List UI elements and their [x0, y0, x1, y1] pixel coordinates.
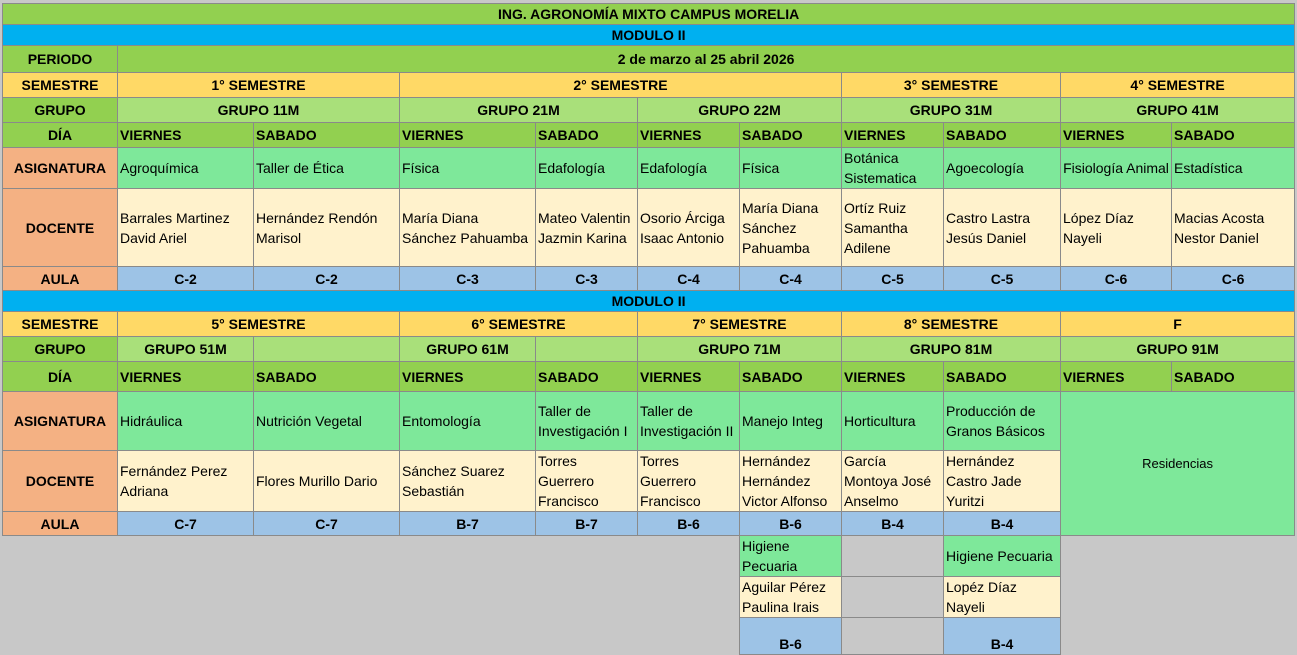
empty-area	[3, 536, 740, 577]
docente-cell: Flores Murillo Dario	[254, 451, 400, 512]
periodo-value: 2 de marzo al 25 abril 2026	[118, 46, 1295, 73]
day-cell: VIERNES	[400, 123, 536, 148]
grupo-header: GRUPO 51M	[118, 337, 254, 362]
sheet-title: ING. AGRONOMÍA MIXTO CAMPUS MORELIA	[3, 4, 1295, 25]
docente-cell: Ortíz Ruiz Samantha Adilene	[842, 189, 944, 267]
docente-label: DOCENTE	[3, 189, 118, 267]
aula-cell: B-4	[944, 618, 1061, 655]
schedule-table	[2, 3, 1295, 655]
day-cell: SABADO	[1172, 123, 1295, 148]
aula-cell: C-6	[1061, 267, 1172, 291]
empty-area	[1061, 577, 1295, 618]
semestre-label: SEMESTRE	[3, 312, 118, 337]
empty-cell	[842, 536, 944, 577]
asignatura-cell: Fisiología Animal	[1061, 148, 1172, 189]
grupo-header: GRUPO 11M	[118, 98, 400, 123]
asignatura-cell: Agroquímica	[118, 148, 254, 189]
day-cell: SABADO	[1172, 362, 1295, 392]
asignatura-label: ASIGNATURA	[3, 392, 118, 451]
docente-cell: Hernández Rendón Marisol	[254, 189, 400, 267]
grupo-label: GRUPO	[3, 98, 118, 123]
asignatura-cell: Taller de Investigación II	[638, 392, 740, 451]
grupo-header: GRUPO 22M	[638, 98, 842, 123]
docente-cell: Torres Guerrero Francisco	[638, 451, 740, 512]
docente-cell: Macias Acosta Nestor Daniel	[1172, 189, 1295, 267]
dia-label: DÍA	[3, 362, 118, 392]
docente-cell: Lopéz Díaz Nayeli	[944, 577, 1061, 618]
day-cell: VIERNES	[638, 362, 740, 392]
aula-cell: C-5	[944, 267, 1061, 291]
day-cell: VIERNES	[638, 123, 740, 148]
asignatura-cell: Hidráulica	[118, 392, 254, 451]
empty-area	[3, 577, 740, 618]
semestre-header: 3° SEMESTRE	[842, 73, 1061, 98]
grupo-header: GRUPO 81M	[842, 337, 1061, 362]
aula-cell: B-6	[740, 512, 842, 536]
asignatura-cell: Taller de Ética	[254, 148, 400, 189]
docente-cell: Hernández Castro Jade Yuritzi	[944, 451, 1061, 512]
grupo-header: GRUPO 41M	[1061, 98, 1295, 123]
semestre-header: 1° SEMESTRE	[118, 73, 400, 98]
aula-cell: C-7	[118, 512, 254, 536]
docente-cell: Castro Lastra Jesús Daniel	[944, 189, 1061, 267]
grupo-header: GRUPO 61M	[400, 337, 536, 362]
aula-label: AULA	[3, 512, 118, 536]
semestre-header: F	[1061, 312, 1295, 337]
docente-cell: Barrales Martinez David Ariel	[118, 189, 254, 267]
asignatura-cell: Higiene Pecuaria	[944, 536, 1061, 577]
day-cell: SABADO	[740, 123, 842, 148]
asignatura-cell: Higiene Pecuaria	[740, 536, 842, 577]
docente-cell: López Díaz Nayeli	[1061, 189, 1172, 267]
asignatura-cell: Horticultura	[842, 392, 944, 451]
aula-cell: C-6	[1172, 267, 1295, 291]
docente-cell: Fernández Perez Adriana	[118, 451, 254, 512]
grupo-header: GRUPO 31M	[842, 98, 1061, 123]
grupo-header: GRUPO 91M	[1061, 337, 1295, 362]
asignatura-cell: Física	[740, 148, 842, 189]
aula-cell: C-4	[638, 267, 740, 291]
grupo-label: GRUPO	[3, 337, 118, 362]
asignatura-cell: Producción de Granos Básicos	[944, 392, 1061, 451]
day-cell: SABADO	[536, 362, 638, 392]
day-cell: SABADO	[740, 362, 842, 392]
aula-cell: B-6	[638, 512, 740, 536]
semestre-header: 4° SEMESTRE	[1061, 73, 1295, 98]
day-cell: VIERNES	[842, 362, 944, 392]
asignatura-cell: Edafología	[536, 148, 638, 189]
asignatura-cell: Botánica Sistematica	[842, 148, 944, 189]
aula-cell: B-6	[740, 618, 842, 655]
semestre-header: 5° SEMESTRE	[118, 312, 400, 337]
aula-cell: C-3	[400, 267, 536, 291]
day-cell: SABADO	[944, 362, 1061, 392]
aula-cell: C-4	[740, 267, 842, 291]
asignatura-cell: Entomología	[400, 392, 536, 451]
empty-area	[1061, 536, 1295, 577]
docente-label: DOCENTE	[3, 451, 118, 512]
asignatura-cell: Estadística	[1172, 148, 1295, 189]
docente-cell: Aguilar Pérez Paulina Irais	[740, 577, 842, 618]
day-cell: SABADO	[254, 362, 400, 392]
semestre-header: 8° SEMESTRE	[842, 312, 1061, 337]
aula-cell: C-7	[254, 512, 400, 536]
docente-cell: Hernández Hernández Victor Alfonso	[740, 451, 842, 512]
aula-cell: C-5	[842, 267, 944, 291]
asignatura-cell: Agoecología	[944, 148, 1061, 189]
asignatura-label: ASIGNATURA	[3, 148, 118, 189]
modulo-header: MODULO II	[3, 291, 1295, 312]
aula-cell: C-2	[254, 267, 400, 291]
asignatura-cell: Nutrición Vegetal	[254, 392, 400, 451]
docente-cell: García Montoya José Anselmo	[842, 451, 944, 512]
dia-label: DÍA	[3, 123, 118, 148]
semestre-header: 7° SEMESTRE	[638, 312, 842, 337]
aula-cell: C-3	[536, 267, 638, 291]
empty-cell	[842, 577, 944, 618]
aula-cell: B-4	[842, 512, 944, 536]
semestre-header: 6° SEMESTRE	[400, 312, 638, 337]
periodo-label: PERIODO	[3, 46, 118, 73]
asignatura-cell: Taller de Investigación I	[536, 392, 638, 451]
modulo-header: MODULO II	[3, 25, 1295, 46]
semestre-header: 2° SEMESTRE	[400, 73, 842, 98]
day-cell: VIERNES	[1061, 123, 1172, 148]
day-cell: SABADO	[536, 123, 638, 148]
day-cell: VIERNES	[400, 362, 536, 392]
docente-cell: Sánchez Suarez Sebastián	[400, 451, 536, 512]
aula-cell: B-7	[400, 512, 536, 536]
aula-cell: C-2	[118, 267, 254, 291]
semestre-label: SEMESTRE	[3, 73, 118, 98]
day-cell: SABADO	[944, 123, 1061, 148]
docente-cell: María Diana Sánchez Pahuamba	[400, 189, 536, 267]
aula-cell: B-4	[944, 512, 1061, 536]
residencias-cell: Residencias	[1061, 392, 1295, 536]
grupo-header: GRUPO 71M	[638, 337, 842, 362]
asignatura-cell: Edafología	[638, 148, 740, 189]
aula-label: AULA	[3, 267, 118, 291]
asignatura-cell: Manejo Integ	[740, 392, 842, 451]
day-cell: VIERNES	[1061, 362, 1172, 392]
docente-cell: Osorio Árciga Isaac Antonio	[638, 189, 740, 267]
aula-cell: B-7	[536, 512, 638, 536]
docente-cell: Torres Guerrero Francisco	[536, 451, 638, 512]
asignatura-cell: Física	[400, 148, 536, 189]
empty-cell	[536, 337, 638, 362]
day-cell: VIERNES	[118, 362, 254, 392]
docente-cell: Mateo Valentin Jazmin Karina	[536, 189, 638, 267]
day-cell: VIERNES	[118, 123, 254, 148]
grupo-header: GRUPO 21M	[400, 98, 638, 123]
day-cell: VIERNES	[842, 123, 944, 148]
empty-cell	[254, 337, 400, 362]
docente-cell: María Diana Sánchez Pahuamba	[740, 189, 842, 267]
day-cell: SABADO	[254, 123, 400, 148]
